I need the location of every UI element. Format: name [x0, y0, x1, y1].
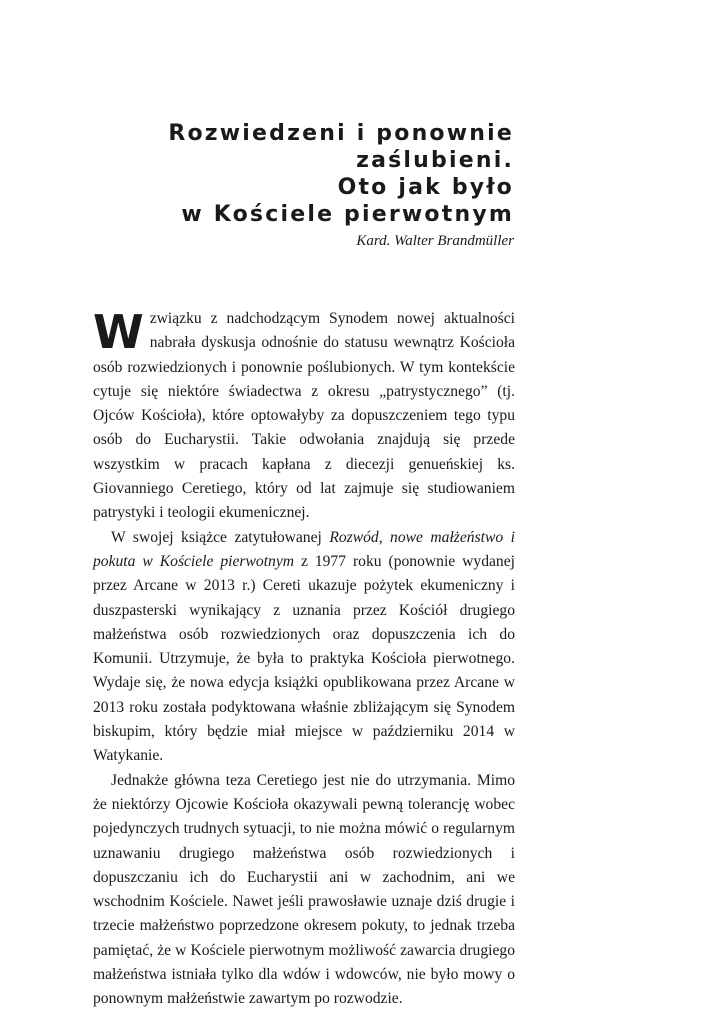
- paragraph-2: [93, 526, 515, 769]
- article-title-line-3: Oto jak było: [337, 175, 514, 200]
- paragraph-2-text-start: W swojej książce zatytułowanej: [111, 528, 330, 546]
- drop-cap: W: [93, 305, 144, 359]
- article-title-line-1: Rozwiedzeni i ponownie: [168, 121, 514, 146]
- paragraph-2-text-end: z 1977 roku (ponownie wydanej przez Arcane w 2013 r.) Cereti ukazuje pożytek ekumeniczny i duszpasterski wynikający z uznania przez Kościół drugiego małżeństwa osób rozwiedzionych oraz dopuszczenia ich do Komunii. Utrzymuje, że była to praktyka Kościoła pierwotnego. Wydaje się, że nowa edycja książki opublikowana przez Arcane w 2013 roku została podyktowana właśnie zbliżającym się Synodem biskupim, który będzie miał miejsce w październiku 2014 w Watykanie.: [93, 552, 515, 765]
- article-author: Kard. Walter Brandmüller: [356, 233, 514, 249]
- paragraph-3-text: Jednakże główna teza Ceretiego jest nie do utrzymania. Mimo że niektórzy Ojcowie Kościoła okazywali pewną tolerancję wobec pojedynczych trudnych sytuacji, to nie można mówić o regularnym uznawaniu drugiego małżeństwa osób rozwiedzionych i dopuszczaniu ich do Eucharystii ani w zachodnim, ani we wschodnim Kościele. Nawet jeśli prawosławie uznaje dziś drugie i trzecie małżeństwo poprzedzone okresem pokuty, to jednak trzeba pamiętać, że w Kościele pierwotnym możliwość zawarcia drugiego małżeństwa istniała tylko dla wdów i wdowców, nie było mowy o ponownym małżeństwie zawartym po rozwodzie.: [93, 771, 515, 1008]
- article-body: [93, 307, 515, 1012]
- article-header: [150, 120, 514, 252]
- paragraph-1: [93, 307, 515, 526]
- paragraph-3: [93, 769, 515, 1012]
- paragraph-1-text: związku z nadchodzącym Synodem nowej aktualności nabrała dyskusja odnośnie do statusu wewnątrz Kościoła osób rozwiedzionych i ponownie poślubionych. W tym kontekście cytuje się niektóre świadectwa z okresu „patrystycznego” (tj. Ojców Kościoła), które optowałyby za dopuszczeniem tego typu osób do Eucharystii. Takie odwołania znajdują się przede wszystkim w pracach kapłana z diecezji genueńskiej ks. Giovanniego Ceretiego, który od lat zajmuje się studiowaniem patrystyki i teologii ekumenicznej.: [93, 310, 515, 522]
- article-title-line-4: w Kościele pierwotnym: [181, 202, 514, 227]
- article-title-line-2: zaślubieni.: [356, 148, 514, 173]
- book-title: Rozwód, nowe małżeństwo i pokuta w Kościele pierwotnym: [93, 528, 515, 570]
